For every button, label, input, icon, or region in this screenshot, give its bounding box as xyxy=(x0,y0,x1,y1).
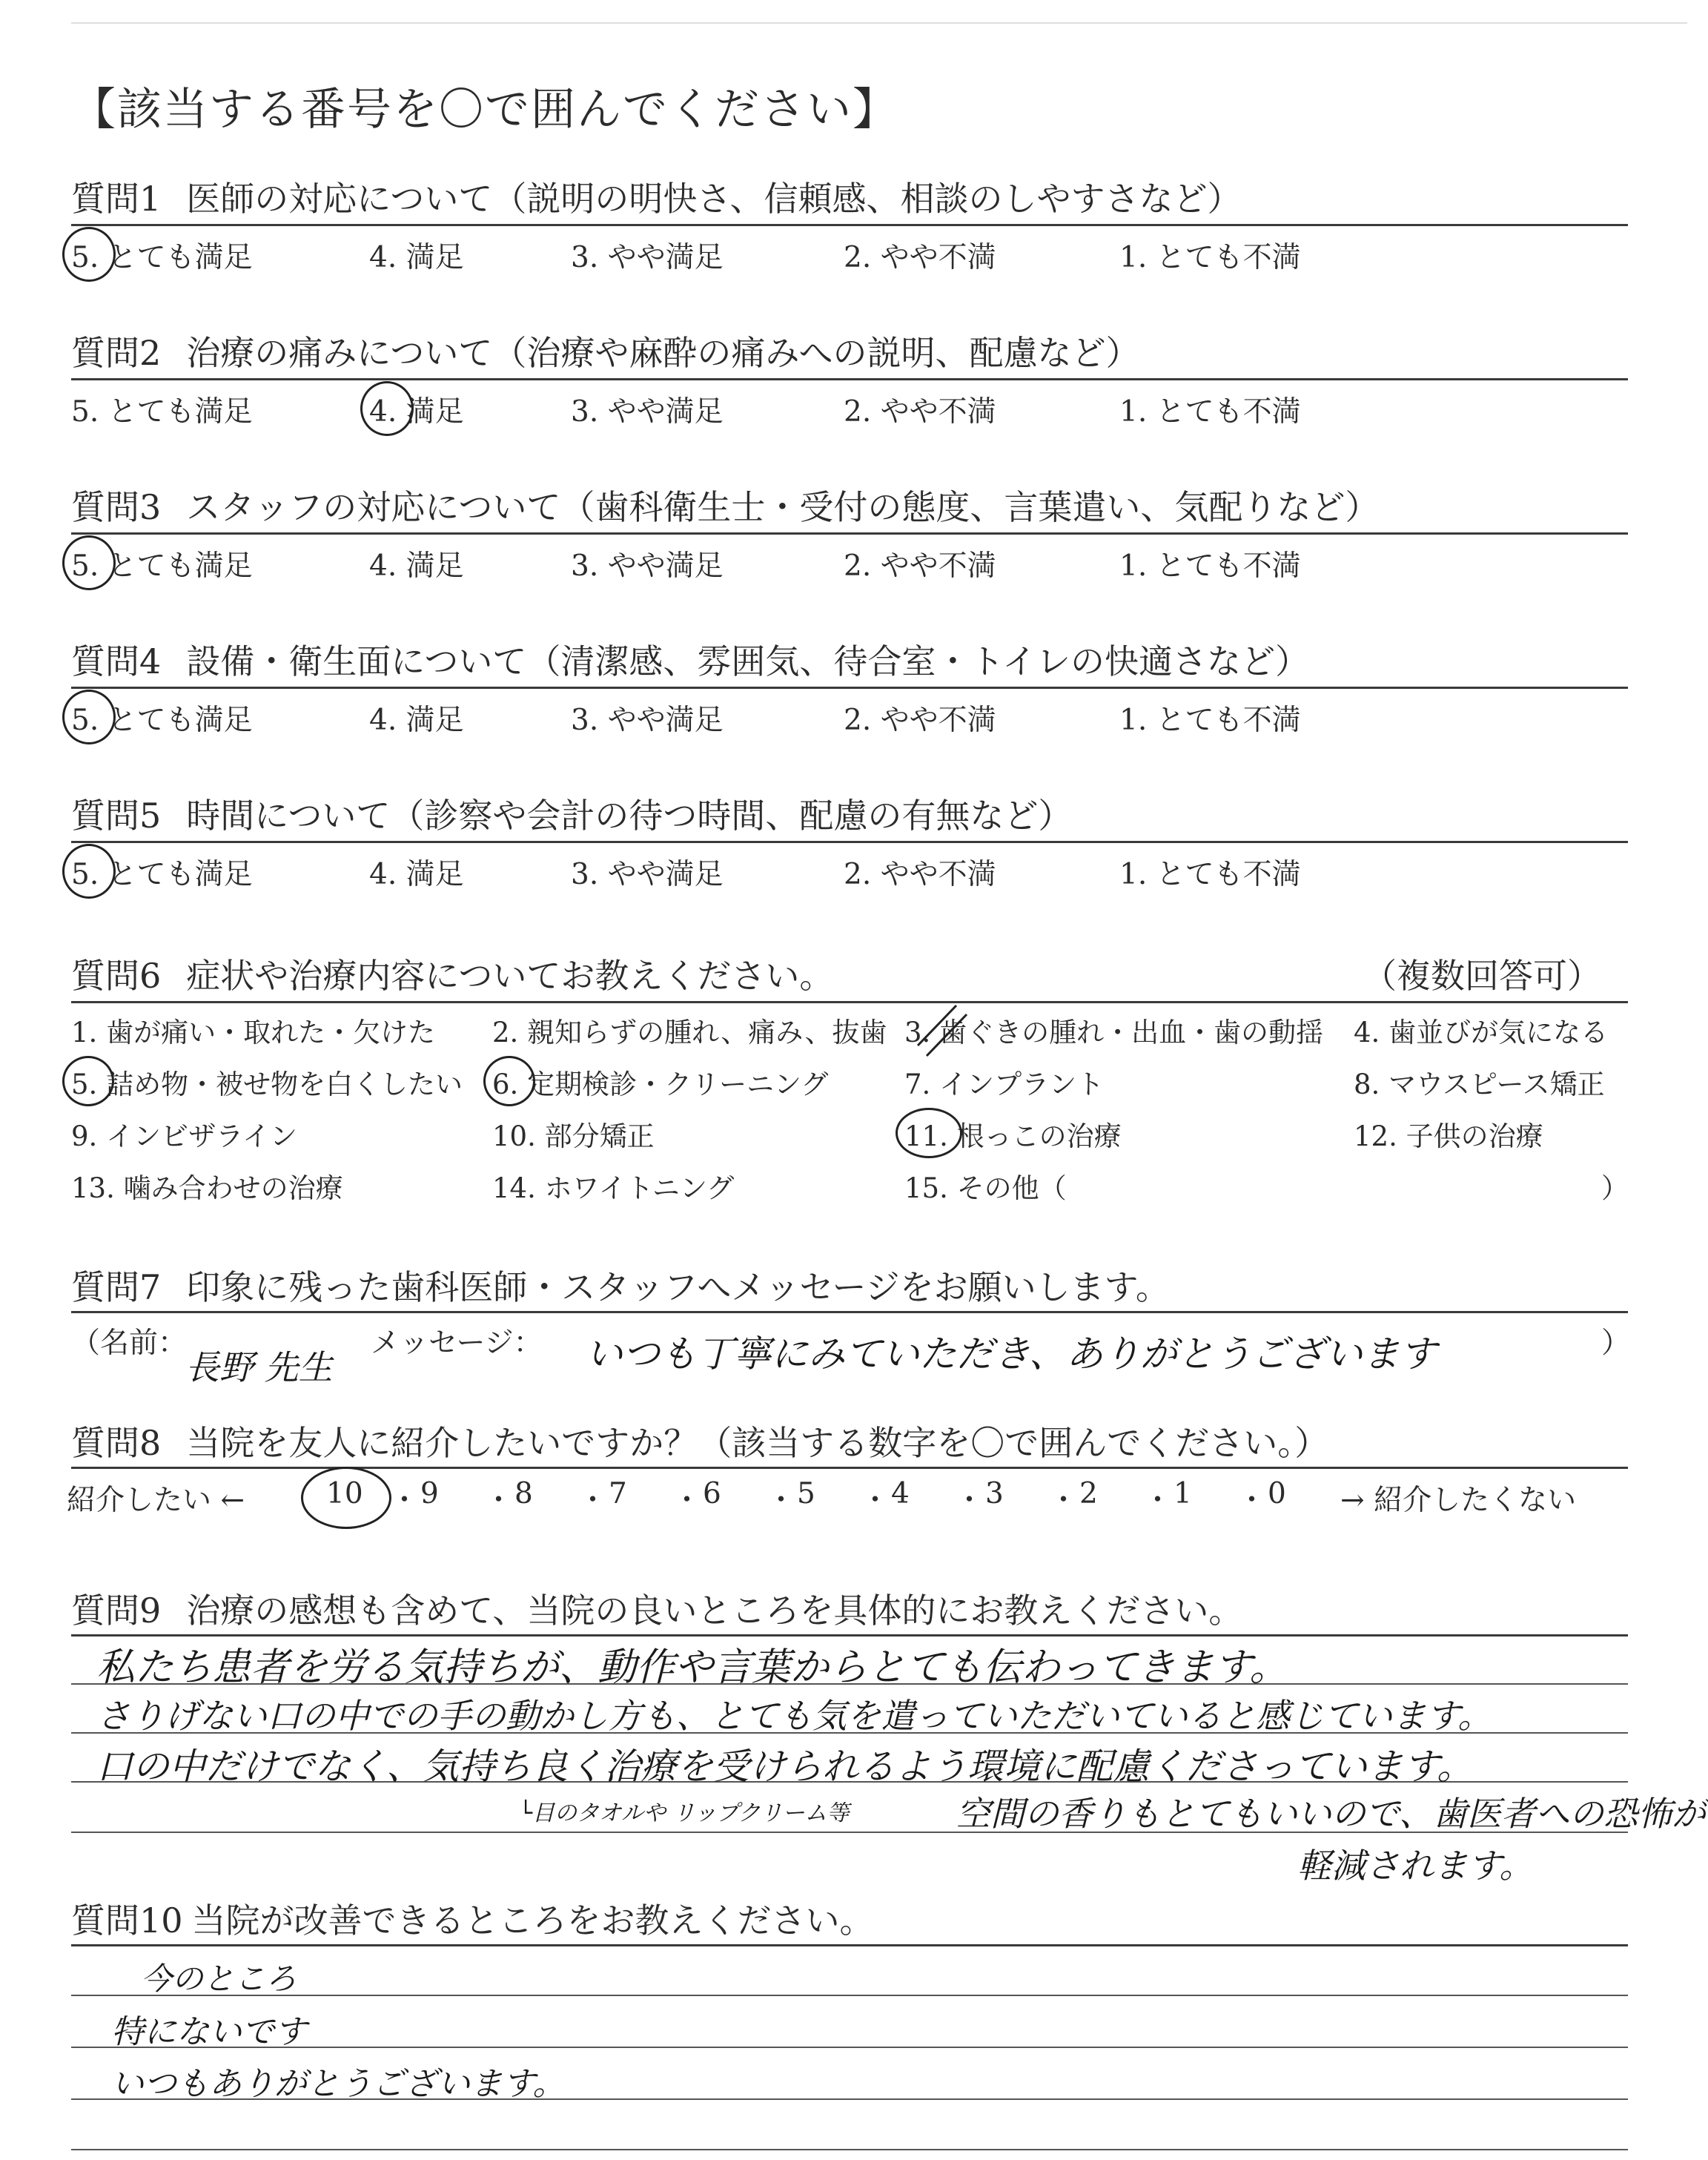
q8-value-9[interactable]: 9 xyxy=(420,1477,439,1510)
q8-separator: ・ xyxy=(861,1484,890,1517)
q8-value-2[interactable]: 2 xyxy=(1079,1477,1098,1510)
q2-number: 質問2 xyxy=(71,333,162,373)
q1-option-4[interactable]: 4. 満足 xyxy=(369,241,464,274)
q4-option-1[interactable]: 1. とても不満 xyxy=(1119,704,1301,737)
q7-message-label: メッセージ： xyxy=(371,1327,543,1360)
q9-answer-line-5: 軽減されます。 xyxy=(1297,1846,1534,1886)
q9-text: 治療の感想も含めて、当院の良いところを具体的にお教えください。 xyxy=(186,1591,1243,1631)
q5-option-4[interactable]: 4. 満足 xyxy=(369,858,464,891)
q6-other-close: ） xyxy=(1601,1172,1629,1204)
q1-option-1[interactable]: 1. とても不満 xyxy=(1119,241,1301,274)
q6-number: 質問6 xyxy=(71,956,162,996)
q5-option-5[interactable]: 5. とても満足 xyxy=(71,858,253,891)
q2-option-3[interactable]: 3. やや満足 xyxy=(571,395,724,429)
q2-option-1[interactable]: 1. とても不満 xyxy=(1119,395,1301,429)
q6-cross-mark xyxy=(918,1005,956,1046)
q1-text: 医師の対応について（説明の明快さ、信頼感、相談のしやすさなど） xyxy=(186,179,1242,219)
q7-name-value: 長野 先生 xyxy=(185,1347,333,1387)
q8-text: 当院を友人に紹介したいですか？（該当する数字を〇で囲んでください。） xyxy=(186,1423,1329,1463)
q4-number: 質問4 xyxy=(71,641,162,681)
q2-option-5[interactable]: 5. とても満足 xyxy=(71,395,253,429)
q10-answer-line-1: 今のところ xyxy=(141,1961,297,1997)
q8-separator: ・ xyxy=(1237,1484,1267,1517)
q6-option-4[interactable]: 4. 歯並びが気になる xyxy=(1354,1017,1609,1048)
q8-number: 質問8 xyxy=(71,1423,162,1463)
q6-option-14[interactable]: 14. ホワイトニング xyxy=(492,1172,735,1204)
q8-left-label: 紹介したい ← xyxy=(67,1484,245,1517)
q6-option-11[interactable]: 11. 根っこの治療 xyxy=(904,1120,1122,1152)
q3-option-4[interactable]: 4. 満足 xyxy=(369,549,464,583)
q5-option-2[interactable]: 2. やや不満 xyxy=(844,858,996,891)
q8-value-0[interactable]: 0 xyxy=(1268,1477,1286,1510)
q7-close: ） xyxy=(1601,1327,1631,1360)
q3-option-2[interactable]: 2. やや不満 xyxy=(844,549,996,583)
q8-separator: ・ xyxy=(955,1484,984,1517)
q8-separator: ・ xyxy=(767,1484,796,1517)
q10-number: 質問10 xyxy=(71,1900,183,1941)
q8-separator: ・ xyxy=(672,1484,702,1517)
q5-option-3[interactable]: 3. やや満足 xyxy=(571,858,724,891)
q7-text: 印象に残った歯科医師・スタッフへメッセージをお願いします。 xyxy=(186,1267,1170,1307)
q6-option-10[interactable]: 10. 部分矯正 xyxy=(492,1120,655,1152)
q4-option-3[interactable]: 3. やや満足 xyxy=(571,704,724,737)
q8-value-6[interactable]: 6 xyxy=(703,1477,721,1510)
page-title: 【該当する番号を〇で囲んでください】 xyxy=(71,84,898,136)
q8-separator: ・ xyxy=(1049,1484,1079,1517)
q8-separator: ・ xyxy=(390,1484,420,1517)
q9-answer-line-3: 口の中だけでなく、気持ち良く治療を受けられるよう環境に配慮くださっています。 xyxy=(96,1745,1474,1788)
q6-option-1[interactable]: 1. 歯が痛い・取れた・欠けた xyxy=(71,1017,436,1048)
q6-text: 症状や治療内容についてお教えください。 xyxy=(186,956,834,996)
q6-option-8[interactable]: 8. マウスピース矯正 xyxy=(1354,1069,1605,1100)
q5-text: 時間について（診察や会計の待つ時間、配慮の有無など） xyxy=(186,796,1073,836)
q9-answer-line-2: さりげない口の中での手の動かし方も、とても気を遣っていただいていると感じています。 xyxy=(96,1696,1492,1736)
q9-number: 質問9 xyxy=(71,1591,162,1631)
q2-option-2[interactable]: 2. やや不満 xyxy=(844,395,996,429)
q6-option-12[interactable]: 12. 子供の治療 xyxy=(1354,1120,1543,1152)
q8-separator: ・ xyxy=(484,1484,514,1517)
q3-text: スタッフの対応について（歯科衛生士・受付の態度、言葉遣い、気配りなど） xyxy=(186,487,1380,527)
q8-value-4[interactable]: 4 xyxy=(891,1477,910,1510)
q5-number: 質問5 xyxy=(71,796,162,836)
q9-answer-line-1: 私たち患者を労る気持ちが、動作や言葉からとても伝わってきます。 xyxy=(96,1645,1288,1690)
q8-separator: ・ xyxy=(1143,1484,1173,1517)
q3-option-3[interactable]: 3. やや満足 xyxy=(571,549,724,583)
q6-cross-mark xyxy=(927,1014,967,1056)
q7-number: 質問7 xyxy=(71,1267,162,1307)
q3-option-1[interactable]: 1. とても不満 xyxy=(1119,549,1301,583)
q4-text: 設備・衛生面について（清潔感、雰囲気、待合室・トイレの快適さなど） xyxy=(186,641,1310,681)
q7-name-label: （名前： xyxy=(71,1327,188,1360)
q8-value-5[interactable]: 5 xyxy=(797,1477,815,1510)
q6-option-2[interactable]: 2. 親知らずの腫れ、痛み、抜歯 xyxy=(492,1017,887,1048)
q2-option-4[interactable]: 4. 満足 xyxy=(369,395,464,429)
q8-right-label: → 紹介したくない xyxy=(1340,1484,1577,1517)
q7-message-value: いつも丁寧にみていただき、ありがとうございます xyxy=(586,1332,1437,1375)
q4-option-5[interactable]: 5. とても満足 xyxy=(71,704,253,737)
q9-answer-line-4: 空間の香りもとてもいいので、歯医者への恐怖が xyxy=(956,1794,1707,1834)
q10-text: 当院が改善できるところをお教えください。 xyxy=(191,1900,874,1941)
q4-option-2[interactable]: 2. やや不満 xyxy=(844,704,996,737)
q6-option-13[interactable]: 13. 噛み合わせの治療 xyxy=(71,1172,343,1204)
q6-option-5[interactable]: 5. 詰め物・被せ物を白くしたい xyxy=(71,1069,463,1100)
q8-separator: ・ xyxy=(578,1484,608,1517)
q1-option-3[interactable]: 3. やや満足 xyxy=(571,241,724,274)
q9-answer-note: └目のタオルや リップクリーム等 xyxy=(519,1800,850,1826)
q4-option-4[interactable]: 4. 満足 xyxy=(369,704,464,737)
q1-number: 質問1 xyxy=(71,179,162,219)
q8-value-8[interactable]: 8 xyxy=(514,1477,533,1510)
q8-value-10[interactable]: 10 xyxy=(326,1477,363,1510)
q10-answer-line-2: 特にないです xyxy=(111,2013,307,2051)
q6-option-3[interactable]: 3. 歯ぐきの腫れ・出血・歯の動揺 xyxy=(904,1017,1324,1048)
q6-note: （複数回答可） xyxy=(1363,956,1601,996)
q3-option-5[interactable]: 5. とても満足 xyxy=(71,549,253,583)
q1-option-2[interactable]: 2. やや不満 xyxy=(844,241,996,274)
q1-option-5[interactable]: 5. とても満足 xyxy=(71,241,253,274)
q8-value-7[interactable]: 7 xyxy=(609,1477,627,1510)
q6-option-9[interactable]: 9. インビザライン xyxy=(71,1120,297,1152)
q8-value-1[interactable]: 1 xyxy=(1174,1477,1192,1510)
q6-option-6[interactable]: 6. 定期検診・クリーニング xyxy=(492,1069,829,1100)
q8-value-3[interactable]: 3 xyxy=(985,1477,1004,1510)
q10-answer-line-3: いつもありがとうございます。 xyxy=(111,2065,566,2103)
q5-option-1[interactable]: 1. とても不満 xyxy=(1119,858,1301,891)
q2-text: 治療の痛みについて（治療や麻酔の痛みへの説明、配慮など） xyxy=(186,333,1140,373)
q6-option-7[interactable]: 7. インプラント xyxy=(904,1069,1105,1100)
q6-option-15[interactable]: 15. その他（ xyxy=(904,1172,1067,1204)
q3-number: 質問3 xyxy=(71,487,162,527)
